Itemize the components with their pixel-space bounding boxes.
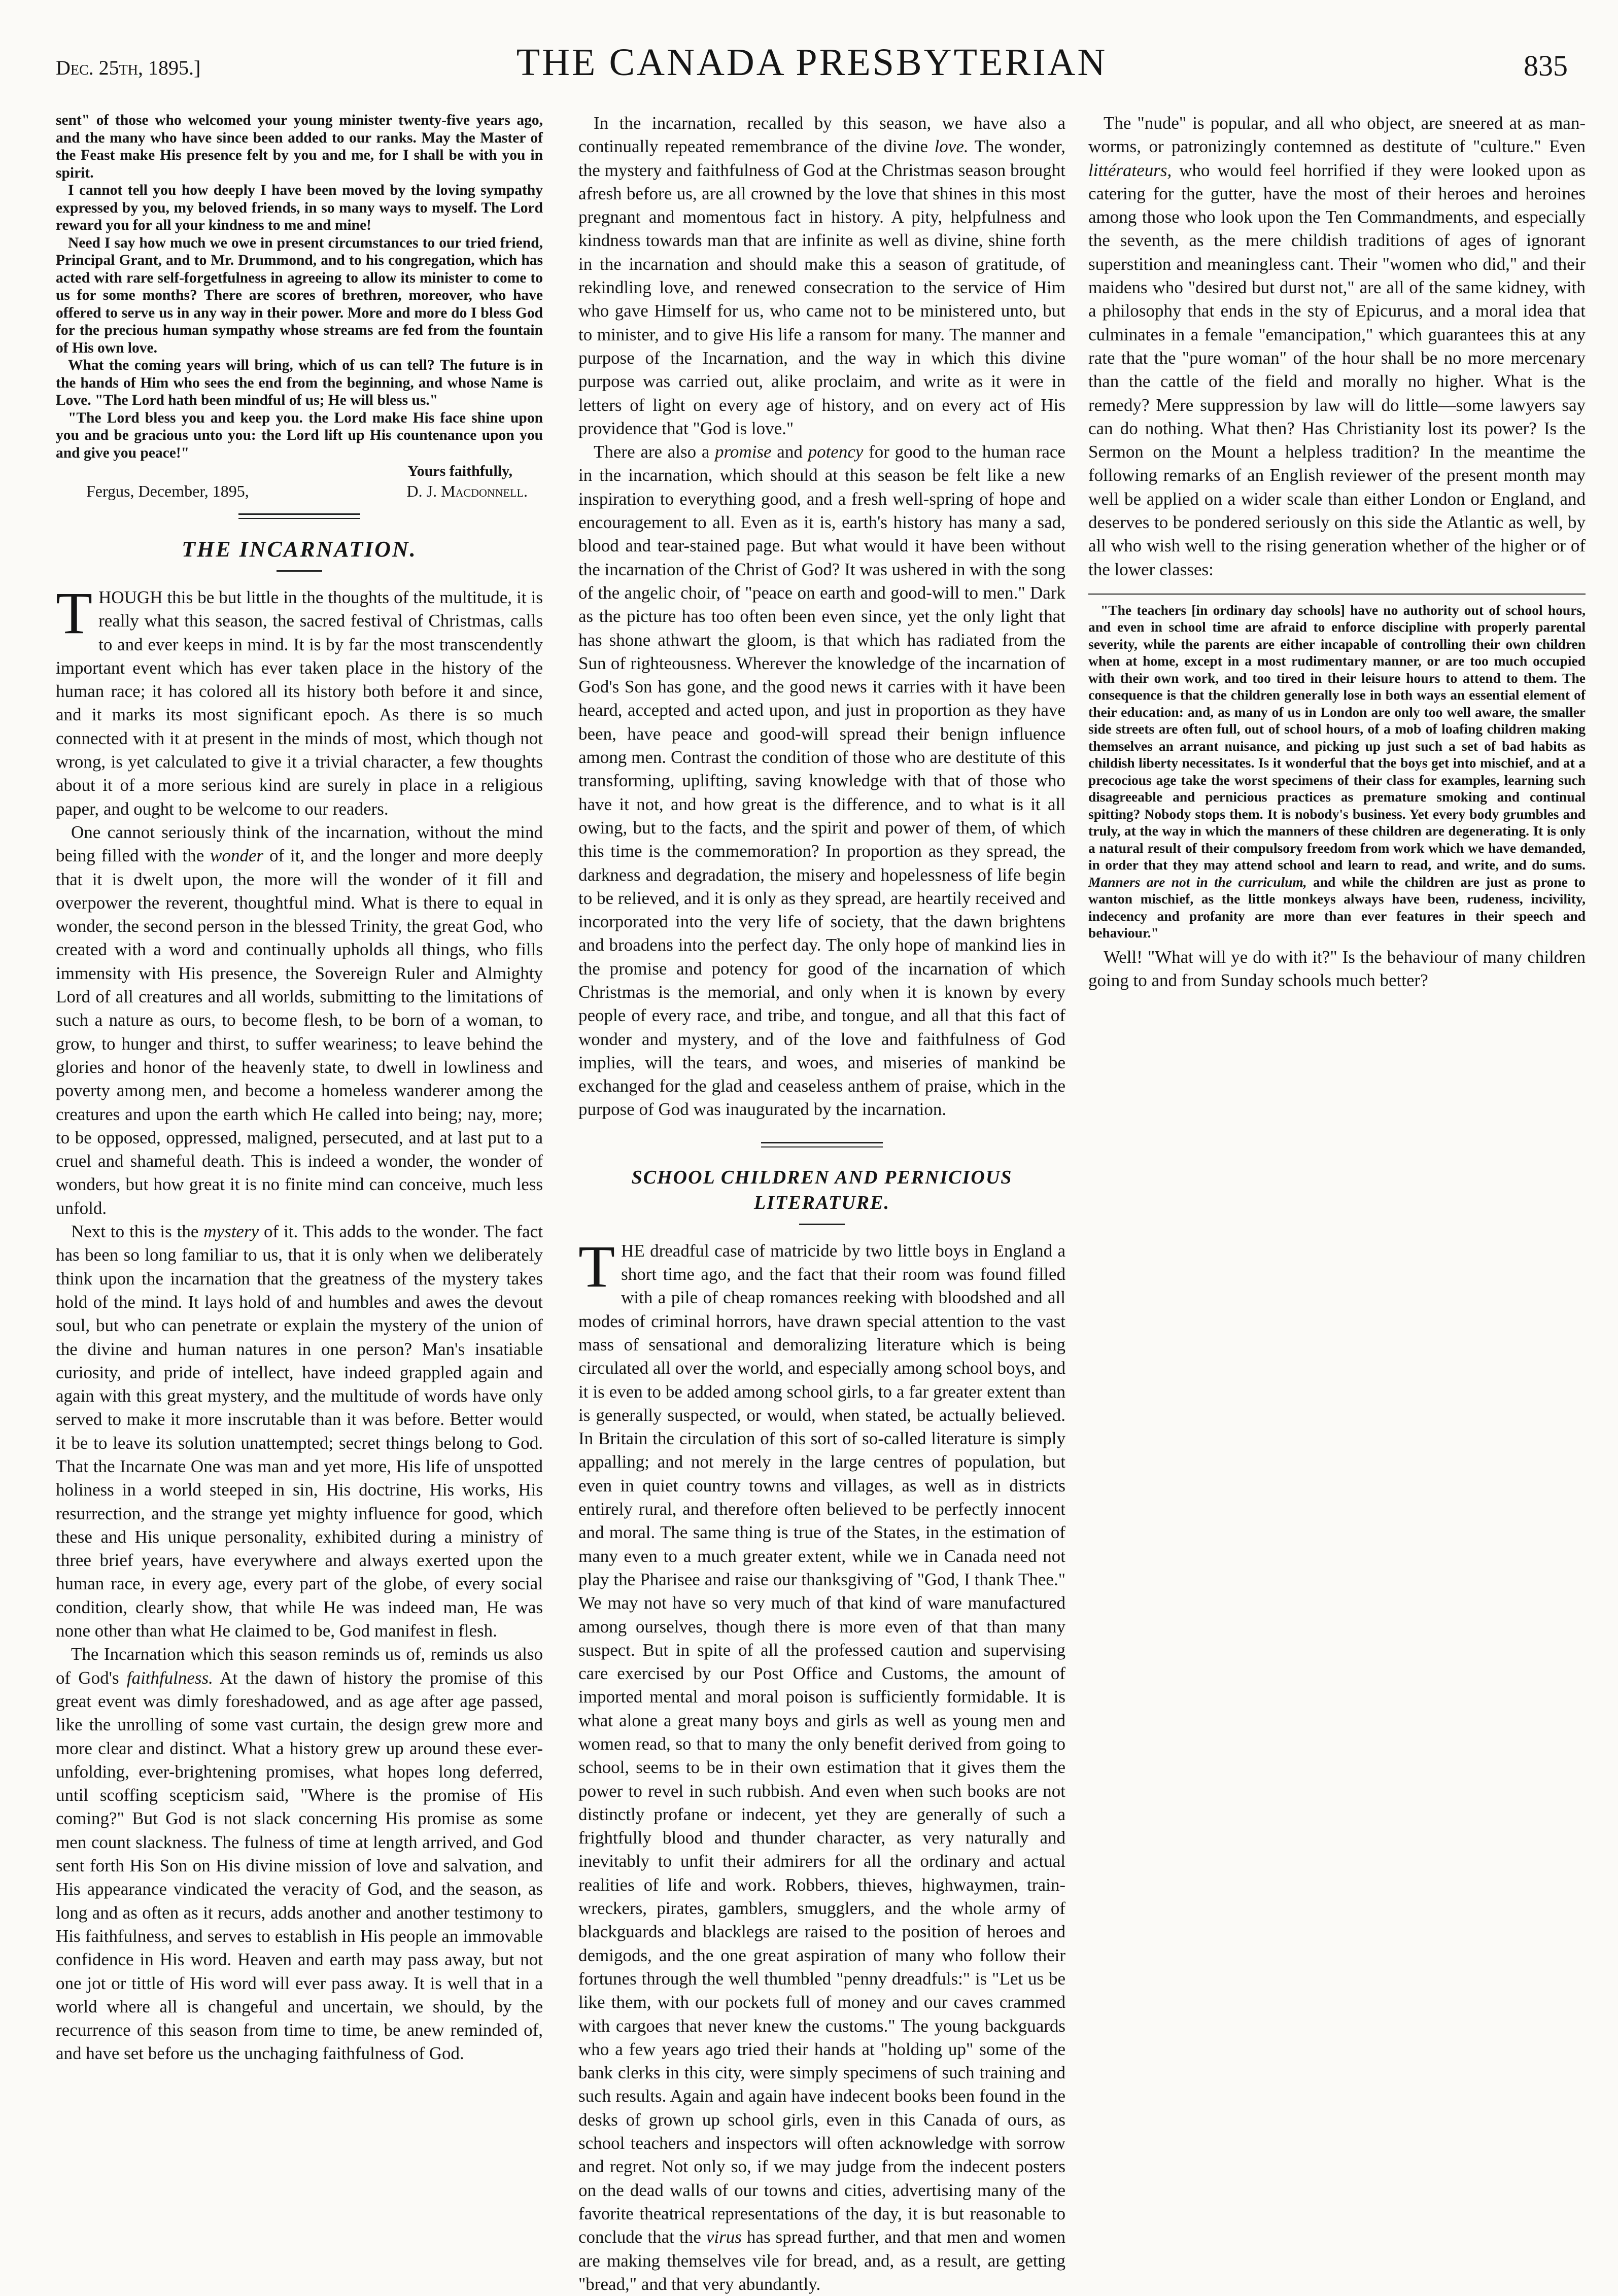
paragraph-text: HOUGH this be but little in the thoughts of the multitude, it is really what this season, the sacred festival of Christmas, calls to and ever keeps in mind. It is by far the most transcendently important event which has ever taken place in the history of the human race; it has colored all its history both before it and since, and it marks its most significant epoch. As there is so much connected with it at present in the minds of most, which though not wrong, is yet calculated to give it a trivial character, a few thoughts about it of a more serious kind are surely in place in a religious paper, and ought to be welcome to our readers. — [56, 587, 543, 819]
paragraph-text: HE dreadful case of matricide by two little boys in England a short time ago, and the fact that their room was found filled with a pile of cheap romances reeking with bloodshed and all modes of criminal horrors, have drawn special attention to the vast mass of sensational and demoralizing literature which is being circulated all over the world, and especially among school boys, and it is even to be added among school girls, to a far greater extent than is generally suspected, or would, when stated, be actually believed. In Britain the circulation of this sort of so-called literature is simply appalling; and not merely in the large centres of population, but even in quiet country towns and villages, as well as in districts entirely rural, and therefore often believed to be perfectly innocent and moral. The same thing is true of the States, in the estimation of many even to a much greater extent, while we in Canada need not play the Pharisee and raise our thanksgiving of "God, I thank Thee." We may not have so very much of that kind of ware manufactured among ourselves, though there is more even of that than many suspect. But in spite of all the professed caution and supervising care exercised by our Post Office and Customs, the amount of imported mental and moral poison is sufficiently formidable. It is what alone a great many boys and girls as well as young men and women read, so that to many the only benefit derived from going to school, seems to be in their own estimation that it gives them the power to revel in such rubbish. And even when such books are not distinctly profane or indecent, yet they are generally of such a frightfully blood and thunder character, as very naturally and inevitably to unfit their admirers for all the ordinary and actual realities of life and work. Robbers, thieves, highwaymen, train-wreckers, pirates, gamblers, smugglers, and the whole army of blackguards and blacklegs are raised to the position of heroes and demigods, and the one great aspiration of many who follow their fortunes through the well thumbled "penny dreadfuls:" is "Let us be like them, with our pockets full of money and our caves crammed with cargoes that never knew the customs." The young backguards who a few years ago tried their hands at "holding up" some of the bank clerks in this city, were simply specimens of such training and such results. Again and again have indecent books been found in the desks of grown up school girls, even in this Canada of ours, as school teachers and inspectors will often acknowledge with sorrow and regret. Not only so, if we may judge from the indecent posters on the dead walls of our towns and cities, advertising many of the favorite theatrical representations of the day, it is but reasonable to conclude that the — [578, 1240, 1065, 2247]
paragraph-text: of it. This adds to the wonder. The fact has been so long familiar to us, that it is only when we deliberately think upon the incarnation that the greatness of the mystery takes hold of the mind. It lays hold of and humbles and awes the devout soul, but who can penetrate or explain the mystery of the union of the divine and human natures in one person? Man's insatiable curiosity, and pride of intellect, have indeed grappled again and again with this great mystery, and the multitude of words have only served to make it more inscrutable than it was before. Better would it be to leave its solution unattempted; secret things belong to God. That the Incarnate One was man and yet more, His life of unspotted holiness in a world steeped in sin, His doctrine, His works, His resurrection, and the strange yet mighty influence for good, which these and His unique personality, exhibited during a ministry of three brief years, have everywhere and always exerted upon the human race, in every age, every part of the globe, of every social condition, clearly show, that while He was indeed man, He was none other than what He claimed to be, God manifest in flesh. — [56, 1222, 543, 1641]
paragraph-text: The "nude" is popular, and all who object, are sneered at as man-worms, or patronizingly contemned as destitute of "culture." Even — [1088, 113, 1586, 157]
paragraph-text: One cannot seriously think of the incarnation, without the mind being filled with the — [56, 822, 543, 866]
article-paragraph — [56, 821, 543, 1220]
title-rule — [277, 570, 322, 572]
emphasis: Manners are not in the curriculum, — [1088, 874, 1307, 890]
paragraph-text: of it, and the longer and more deeply that it is dwelt upon, the more will the wonder of it fill and overpower the reverent, thoughtful mind. What is there to equal in wonder, the second person in the blessed Trinity, the great God, who created with a word and continually upholds all things, who fills immensity with His presence, the Sovereign Ruler and Almighty Lord of all creatures and all worlds, submitting to the limitations of such a nature as ours, to become flesh, to be born of a woman, to grow, to hunger and thirst, to suffer weariness; to leave behind the glories and honor of the heavenly state, to dwell in lowliness and poverty among men, and become a homeless wanderer among the creatures and upon the earth which He called into being; nay, more; to be opposed, oppressed, maligned, persecuted, and at last put to a cruel and shameful death. This is indeed a wonder, the wonder of wonders, but how great it is no finite mind can conceive, much less unfold. — [56, 846, 543, 1218]
paragraph-text: There are also a — [594, 442, 715, 462]
paragraph-text: Next to this is the — [71, 1222, 204, 1242]
emphasis: faithfulness. — [126, 1667, 213, 1688]
drop-cap: T — [56, 580, 93, 646]
letter-signature: D. J. Macdonnell. — [406, 482, 528, 500]
letter-paragraph: Need I say how much we owe in present circumstances to our tried friend, Principal Grant, and to Mr. Drummond, and to his congregation, which has acted with rare self-forgetfulness in agreeing to allow its minister to come to us for some months? There are scores of brethren, moreover, who have offered to serve us in any way in their power. More and more do I bless God for the precious human sympathy whose streams are fed from the fountain of His own love. — [56, 234, 543, 356]
column-1 — [56, 112, 543, 2197]
page-number: 835 — [1524, 49, 1568, 82]
quote-text: and while the children are just as prone to wanton mischief, as the little monkeys always have been, rudeness, incivility, indecency and profanity are more than ever features in their speech and behaviour." — [1088, 874, 1586, 941]
column-3 — [1088, 112, 1586, 2197]
letter-paragraph: I cannot tell you how deeply I have been moved by the loving sympathy expressed by you, my beloved friends, in so many ways to myself. The Lord reward you for all your kindness to me and mine! — [56, 182, 543, 233]
article-title-incarnation: THE INCARNATION. — [182, 537, 417, 562]
quote-rule — [1088, 594, 1586, 595]
article-paragraph — [1088, 112, 1586, 581]
article-paragraph — [578, 112, 1065, 440]
paragraph-text: who would feel horrified if they were looked upon as catering for the gutter, have the most of their heroes and heroines among those who look upon the Ten Commandments, and especially the seventh, as the mere childish traditions of ages of ignorant superstition and meaningless cant. Their "women who did," and their maidens who "desired but durst not," are all of the same kidney, with a philosophy that ends in the sty of Epicurus, and a moral idea that culminates in a female "emancipation," which guarantees this at any rate that the "pure woman" of the hour shall be no more mercenary than the cattle of the field and morally no higher. What is the remedy? Mere suppression by law will do little—some lawyers say can do nothing. What then? Has Christianity lost its power? Is the Sermon on the Mount a helpless tradition? In the meantime the following remarks of an English reviewer of the present month may well be applied on a wider scale than either London or England, and deserves to be pondered seriously on this side the Atlantic as well, by all who wish well to the rising generation whether of the higher or of the lower classes: — [1088, 160, 1586, 579]
paragraph-text: In the incarnation, recalled by this season, we have also a continually repeated remembrance of the divine — [578, 113, 1065, 157]
article-paragraph — [578, 440, 1065, 1122]
column-2 — [578, 112, 1065, 2294]
article-paragraph — [56, 1220, 543, 1643]
article-paragraph-continued — [56, 1643, 543, 2065]
letter-paragraph: sent" of those who welcomed your young minister twenty-five years ago, and the many who have since been added to our ranks. May the Master of the Feast make His presence felt by you and me, for I shall be with you in spirit. — [56, 112, 543, 181]
letter-closing: Yours faithfully, — [407, 463, 512, 479]
section-divider — [761, 1142, 883, 1147]
quote-text: "The teachers [in ordinary day schools] have no authority out of school hours, and even in school time are afraid to enforce discipline with properly parental severity, while the parents are either incapable of controlling their own children when at home, except in a most rudimentary manner, or are too much occupied with their own work, and too tired in their leisure hours to attend to them. The consequence is that the children generally lose in both ways an essential element of their education: and, as many of us in London are only too well aware, the smaller side streets are often full, out of school hours, of a mob of loafing children making themselves an arrant nuisance, and picking up just such a set of bad habits as childish liberty necessitates. Is it wonderful that the boys get into mischief, and at a precocious age take the worst specimens of their class for examples, learning such disagreeable and pernicious practices as premature smoking and continual spitting? Nobody stops them. It is nobody's business. Yet every body grumbles and truly, at the way in which the manners of these children are degenerating. It is only a natural result of their compulsory freedom from work which we have demanded, in order that they may attend school and learn to read, and write, and do sums. — [1088, 602, 1586, 873]
block-quote — [1088, 602, 1586, 942]
article-paragraph: Well! "What will ye do with it?" Is the behaviour of many children going to and from Sunday schools much better? — [1088, 947, 1586, 991]
article-title-school-children: SCHOOL CHILDREN AND PERNICIOUS LITERATURE. — [631, 1166, 1013, 1213]
section-divider — [238, 513, 360, 519]
letter-paragraph: "The Lord bless you and keep you. the Lord make His face shine upon you and be gracious unto you: the Lord lift up His countenance upon you and give you peace!" — [56, 409, 543, 461]
drop-cap: T — [578, 1233, 615, 1300]
paragraph-text: The wonder, the mystery and faithfulness of God at the Christmas season brought afresh before us, are all crowned by the love that shines in this most pregnant and momentous fact in history. A pity, helpfulness and kindness towards man that are infinite as well as divine, shine forth in the incarnation and should make this a season of gratitude, of rekindling love, and renewed consecration to the service of Him who gave Himself for us, who came not to be ministered unto, but to minister, and to give His life a ransom for many. The manner and purpose of the Incarnation, and the way in which this divine purpose was carried out, alike proclaim, and write as it were in letters of light on every age of history, and on every act of His providence that "God is love." — [578, 136, 1065, 438]
emphasis: wonder — [210, 846, 264, 866]
paragraph-text: and — [771, 442, 808, 462]
paragraph-text: At the dawn of history the promise of this great event was dimly foreshadowed, and as age after age passed, like the unrolling of some vast curtain, the design grew more and more clear and distinct. What a history grew up around these ever-unfolding, ever-brightening promises, what hopes long deferred, until scoffing scepticism said, "Where is the promise of His coming?" But God is not slack concerning His promise as some men count slackness. The fulness of time at length arrived, and God sent forth His Son on His divine mission of love and salvation, and His appearance vindicated the veracity of God, and the season, as long and as often as it recurs, adds another and another testimony to His faithfulness, and serves to establish in His people an immovable confidence in His word. Heaven and earth may pass away, but not one jot or tittle of His word will ever pass away. It is well that in a world where all is changeful and uncertain, we should, by the recurrence of this season from time to time, be anew reminded of, and have set before us the unchaging faithfulness of God. — [56, 1667, 543, 2064]
article-paragraph — [578, 1233, 1065, 2296]
issue-date: Dec. 25th, 1895.] — [56, 56, 201, 79]
emphasis: virus — [706, 2227, 742, 2247]
title-rule — [799, 1224, 845, 1225]
letter-paragraph: What the coming years will bring, which of us can tell? The future is in the hands of Him who sees the end from the beginning, and whose Name is Love. "The Lord hath been mindful of us; He will bless us." — [56, 357, 543, 408]
paragraph-text: The Incarnation which this season reminds us of, reminds us also of God's — [56, 1644, 543, 1688]
page-header — [56, 20, 1568, 96]
emphasis: mystery — [203, 1222, 259, 1242]
emphasis: potency — [808, 442, 864, 462]
emphasis: love. — [934, 136, 969, 157]
emphasis: promise — [715, 442, 772, 462]
letter-signature-line — [56, 481, 543, 501]
newspaper-title: THE CANADA PRESBYTERIAN — [516, 41, 1108, 84]
article-paragraph — [56, 580, 543, 821]
emphasis: littérateurs, — [1088, 160, 1172, 180]
paragraph-text: for good to the human race in the incarnation, which should at this season be felt like a new inspiration to everything good, and a fresh well-spring of hope and encouragement to all. Even as it is, earth's history has many a sad, blood and tear-stained page. But what would it have been without the incarnation of the Christ of God? It was ushered in with the song of the angelic choir, of "peace on earth and good-will to men." Dark as the picture has too often been even since, yet the only light that has shone athwart the gloom, is that which has radiated from the Sun of righteousness. Wherever the knowledge of the incarnation of God's Son has gone, and the good news it carries with it have been heard, accepted and acted upon, and just in proportion as they have been, have peace and good-will spread their benign influence among men. Contrast the condition of those who are destitute of this transforming, uplifting, saving knowledge with that of those who have it not, and how great is the difference, and to what is it all owing, but to the facts, and the spirit and power of them, of which this time is the commemoration? In proportion as they spread, the darkness and degradation, the misery and hopelessness of life begin to be relieved, and it is only as they spread, are heartily received and incorporated into the very life of society, that the dawn brightens and broadens into the perfect day. The only hope of mankind lies in the promise and potency for good of the incarnation of which Christmas is the memorial, and only when it is known by every people of every race, and tribe, and tongue, and all that this fact of wonder and mystery, and of the love and faithfulness of God implies, will the tears, and woes, and miseries of mankind be exchanged for the glad and ceaseless anthem of praise, which in the purpose of God was inaugurated by the incarnation. — [578, 442, 1065, 1120]
letter-place-date: Fergus, December, 1895, — [86, 482, 249, 500]
paragraph-text: has spread further, and that men and women are making themselves vile for bread, and, as a result, are getting "bread," and that very abundantly. — [578, 2227, 1065, 2294]
